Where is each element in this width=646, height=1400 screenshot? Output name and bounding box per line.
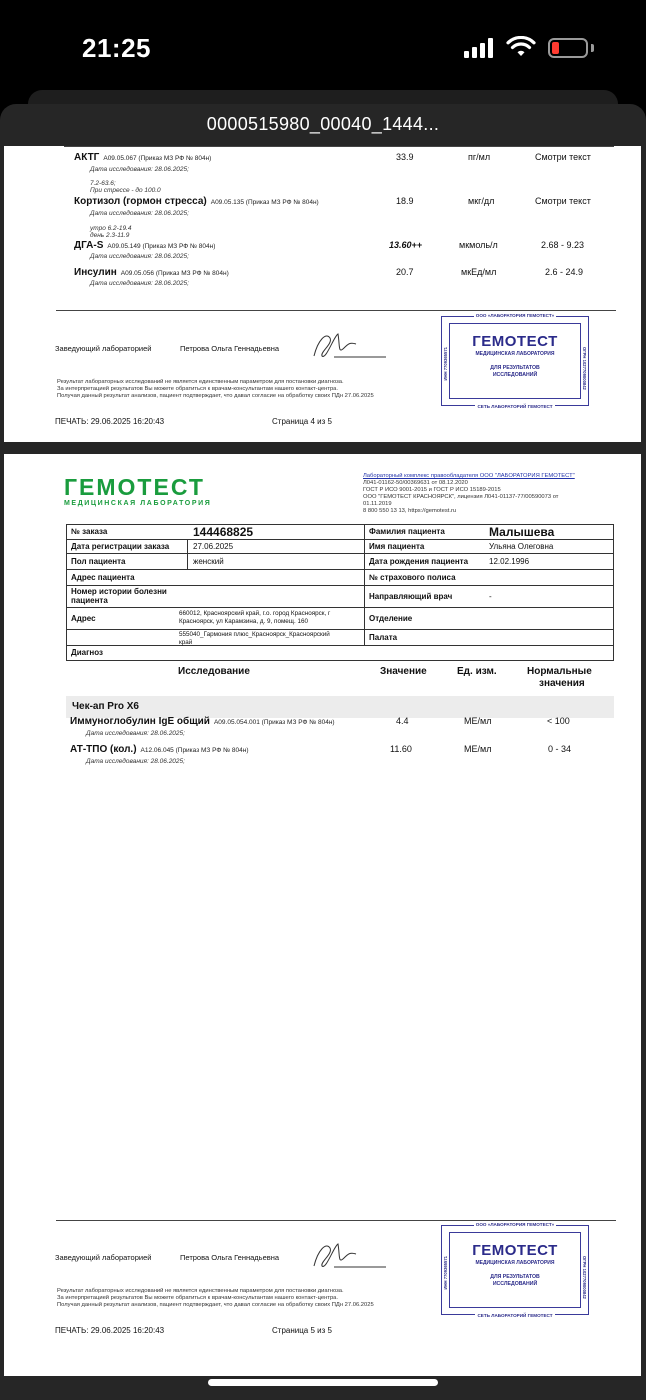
test-norm: < 100 (547, 716, 570, 726)
test-reference-note: день 2.3-11.9 (90, 232, 130, 239)
lab-stamp: ООО «ЛАБОРАТОРИЯ ГЕМОТЕСТ» ГЕМОТЕСТ МЕДИЦИНСКАЯ ЛАБОРАТОРИЯ ДЛЯ РЕЗУЛЬТАТОВ ИССЛЕДОВАНИЙ СЕТЬ ЛАБОРАТОРИЙ ГЕМОТЕСТ ИНН 7709365571 ОГРН 1027709000842 (443, 1222, 587, 1318)
disclaimer-line: Получая данный результат анализов, пациент подтверждает, что давал согласие на обработку своих ПДн 27.06.2025 (57, 393, 374, 399)
test-name: Кортизол (гормон стресса) A09.05.135 (Приказ МЗ РФ № 804н) (74, 196, 319, 207)
signature-icon (304, 1236, 394, 1274)
column-header-unit: Ед. изм. (457, 666, 497, 677)
diagnosis-label: Диагноз (71, 648, 103, 657)
patient-name-label: Имя пациента (369, 542, 425, 551)
test-norm: 2.6 - 24.9 (545, 267, 584, 277)
document-title[interactable]: 0000515980_00040_1444... (206, 114, 440, 134)
patient-birth-date: 12.02.1996 (489, 557, 530, 566)
patient-info-table (66, 524, 614, 661)
clinic-value: 555040_Гармония плюс_Красноярск_Красноярский край (179, 631, 330, 646)
referring-doctor: - (489, 592, 492, 601)
registration-date-label: Дата регистрации заказа (71, 542, 170, 551)
gemotest-logo: ГЕМОТЕСТ МЕДИЦИНСКАЯ ЛАБОРАТОРИЯ (64, 474, 212, 507)
test-name: Иммуноглобулин IgE общий A09.05.054.001 (Приказ МЗ РФ № 804н) (70, 716, 335, 727)
test-value: 4.4 (396, 716, 409, 726)
referring-doctor-label: Направляющий врач (369, 592, 453, 601)
print-timestamp: ПЕЧАТЬ: 29.06.2025 16:20:43 (55, 1326, 165, 1335)
test-name: АКТГ A09.05.067 (Приказ МЗ РФ № 804н) (74, 152, 212, 163)
disclaimer-line: За интерпретацией результатов Вы можете обратиться к врачам-консультантам нашего контакт-центра. (57, 1295, 338, 1301)
wifi-icon (506, 36, 536, 58)
birth-date-label: Дата рождения пациента (369, 557, 469, 566)
test-reference-note: 7.2-63.6; (90, 180, 116, 187)
signature-icon (304, 326, 394, 364)
test-norm: Смотри текст (535, 152, 591, 162)
head-of-lab-name: Петрова Ольга Геннадьевна (180, 1253, 280, 1262)
test-value: 11.60 (390, 744, 412, 754)
column-header-norm-cont: значения (539, 678, 585, 689)
patient-sex: женский (193, 557, 224, 566)
test-unit: МЕ/мл (464, 744, 492, 754)
head-of-lab-label: Заведующий лабораторией (55, 344, 152, 353)
lab-info-line[interactable]: 8 800 550 13 13, https://gemotest.ru (363, 508, 457, 514)
insurance-policy-label: № страхового полиса (369, 573, 456, 582)
document-page-5[interactable] (4, 454, 641, 1376)
lab-info-line: Л041-01162-50/00369631 от 08.12.2020 (363, 480, 468, 486)
test-value: 33.9 (396, 152, 414, 162)
lab-info-line: Лабораторный комплекс правообладателя ООО "ЛАБОРАТОРИЯ ГЕМОТЕСТ" (363, 473, 575, 479)
disclaimer-line: Получая данный результат анализов, пациент подтверждает, что давал согласие на обработку своих ПДн 27.06.2025 (57, 1302, 374, 1308)
ward-label: Палата (369, 633, 398, 642)
cellular-signal-icon (464, 38, 494, 58)
test-norm: Смотри текст (535, 196, 591, 206)
page-number: Страница 4 из 5 (272, 417, 332, 426)
patient-address-label: Адрес пациента (71, 573, 135, 582)
test-name: ДГА-S A09.05.149 (Приказ МЗ РФ № 804н) (74, 240, 216, 251)
test-date: Дата исследования: 28.06.2025; (90, 280, 189, 287)
test-unit: мкЕд/мл (461, 267, 497, 277)
test-date: Дата исследования: 28.06.2025; (90, 166, 189, 173)
test-name: Инсулин A09.05.056 (Приказ МЗ РФ № 804н) (74, 267, 229, 278)
registration-date: 27.06.2025 (193, 542, 234, 551)
test-date: Дата исследования: 28.06.2025; (86, 758, 185, 765)
status-bar (0, 0, 646, 90)
test-name: АТ-ТПО (кол.) A12.06.045 (Приказ МЗ РФ № 804н) (70, 744, 249, 755)
address-value: 660012, Красноярский край, г.о. город Красноярск, г Красноярск, ул Карамзина, д. 9, помещ. 160 (179, 610, 331, 625)
test-reference-note: утро 6.2-19.4 (90, 225, 132, 232)
test-date: Дата исследования: 28.06.2025; (86, 730, 185, 737)
document-page-4[interactable] (4, 146, 641, 442)
surname-label: Фамилия пациента (369, 527, 445, 536)
battery-icon (548, 38, 588, 58)
department-label: Отделение (369, 614, 413, 623)
patient-surname: Малышева (489, 525, 555, 539)
test-value: 18.9 (396, 196, 414, 206)
print-timestamp: ПЕЧАТЬ: 29.06.2025 16:20:43 (55, 417, 165, 426)
test-norm: 0 - 34 (548, 744, 572, 754)
test-reference-note: При стрессе - до 100.0 (90, 187, 161, 194)
battery-cap-icon (591, 44, 594, 52)
status-time: 21:25 (82, 33, 151, 63)
patient-name: Ульяна Олеговна (489, 542, 554, 551)
test-unit: мкмоль/л (459, 240, 498, 250)
test-unit: МЕ/мл (464, 716, 492, 726)
test-date: Дата исследования: 28.06.2025; (90, 253, 189, 260)
test-unit: мкг/дл (468, 196, 495, 206)
test-unit: пг/мл (468, 152, 491, 162)
address-label: Адрес (71, 614, 96, 623)
home-indicator[interactable] (208, 1379, 438, 1386)
test-category: Чек-ап Pro X6 (66, 696, 614, 718)
test-norm: 2.68 - 9.23 (541, 240, 585, 250)
lab-info-line: ООО "ГЕМОТЕСТ КРАСНОЯРСК", лицензия Л041-01137-77/00590073 от (363, 494, 559, 500)
order-number-label: № заказа (71, 527, 108, 536)
column-header-value: Значение (380, 666, 427, 677)
head-of-lab-name: Петрова Ольга Геннадьевна (180, 344, 280, 353)
disclaimer-line: За интерпретацией результатов Вы можете обратиться к врачам-консультантам нашего контакт-центра. (57, 386, 338, 392)
test-date: Дата исследования: 28.06.2025; (90, 210, 189, 217)
head-of-lab-label: Заведующий лабораторией (55, 1253, 152, 1262)
disclaimer-line: Результат лабораторных исследований не является единственным параметром для постановки диагноза. (57, 379, 344, 385)
disclaimer-line: Результат лабораторных исследований не является единственным параметром для постановки диагноза. (57, 1288, 344, 1294)
lab-info-line: 01.11.2019 (363, 501, 392, 507)
lab-info-line: ГОСТ Р ИСО 9001-2015 и ГОСТ Р ИСО 15189-2015 (363, 487, 501, 493)
order-number: 144468825 (193, 525, 254, 539)
page-number: Страница 5 из 5 (272, 1326, 332, 1335)
test-value: 20.7 (396, 267, 414, 277)
test-value-flagged: 13.60++ (389, 240, 423, 250)
history-number-label: Номер истории болезни пациента (71, 587, 167, 605)
column-header-test: Исследование (178, 666, 250, 677)
column-header-norm: Нормальные (527, 666, 592, 677)
sex-label: Пол пациента (71, 557, 126, 566)
lab-stamp: ООО «ЛАБОРАТОРИЯ ГЕМОТЕСТ» ГЕМОТЕСТ МЕДИЦИНСКАЯ ЛАБОРАТОРИЯ ДЛЯ РЕЗУЛЬТАТОВ ИССЛЕДОВАНИЙ СЕТЬ ЛАБОРАТОРИЙ ГЕМОТЕСТ ИНН 7709365571 ОГРН 1027709000842 (443, 313, 587, 409)
